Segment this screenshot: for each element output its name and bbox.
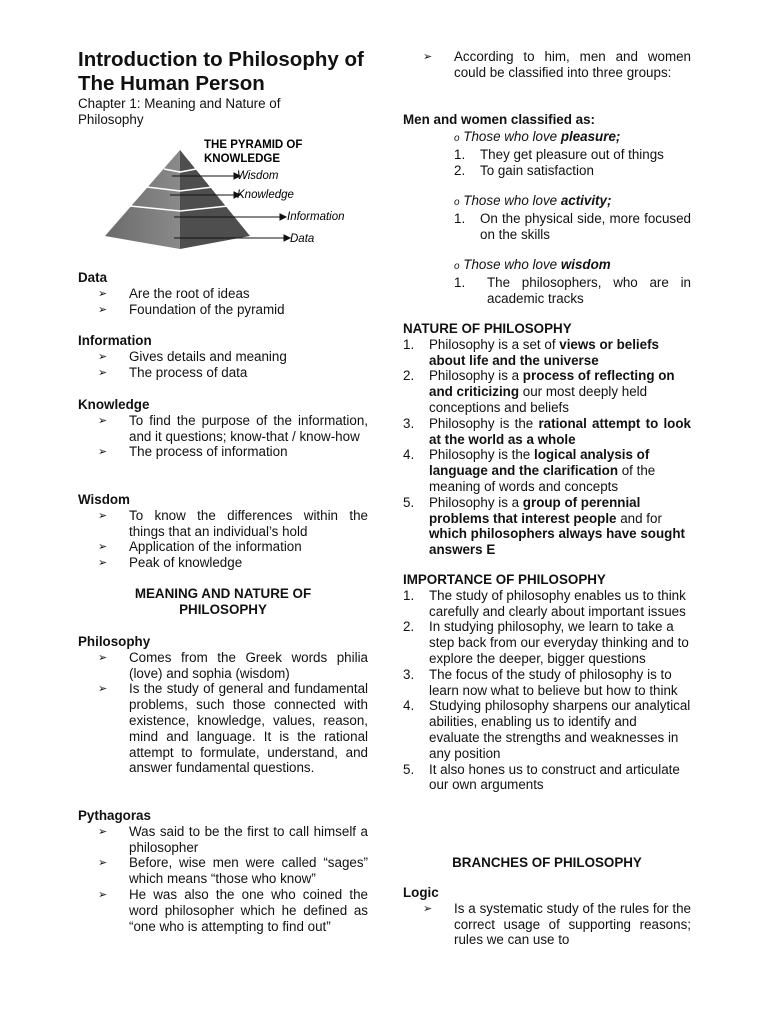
list-item: 2. In studying philosophy, we learn to take a step back from our everyday thinking and to explore the deeper, bigger questions <box>403 619 689 666</box>
list-item: ➢ To find the purpose of the information, and it questions; know-that / know-how <box>78 413 368 445</box>
list-item: ➢ Peak of knowledge <box>78 555 368 571</box>
classified-heading: Men and women classified as: <box>403 112 595 127</box>
list-item: 4. Studying philosophy sharpens our analytical abilities, enabling us to identify and evaluate the strengths and weaknesses in any position <box>403 698 691 761</box>
list-item: 1. Philosophy is a set of views or beliefs about life and the universe <box>403 336 659 368</box>
circle-bullet: o <box>454 261 460 272</box>
group-keyword: activity; <box>560 193 612 208</box>
heading-line: MEANING AND NATURE OF <box>134 586 312 601</box>
pythagoras-section <box>78 808 368 934</box>
logic-section <box>403 885 691 948</box>
list-item: 1. The study of philosophy enables us to think carefully and clearly about important issues <box>403 587 686 619</box>
section-heading: Philosophy <box>78 634 151 649</box>
list-item: ➢ The process of information <box>78 444 368 460</box>
list-item: 2. To gain satisfaction <box>454 162 594 178</box>
wisdom-section <box>78 492 368 571</box>
branches-heading: BRANCHES OF PHILOSOPHY <box>452 855 642 870</box>
intro-list <box>403 49 691 81</box>
section-heading: Knowledge <box>78 397 150 412</box>
group-prefix: Those who love <box>463 129 561 144</box>
information-section <box>78 333 368 380</box>
list-item: ➢ Before, wise men were called “sages” which means “those who know” <box>78 855 368 887</box>
list-item: 5. It also hones us to construct and articulate our own arguments <box>403 761 680 793</box>
pyramid-label-data: Data <box>290 233 315 245</box>
list-item: ➢ The process of data <box>78 365 368 381</box>
chapter-subtitle: Chapter 1: Meaning and Nature of Philosophy <box>78 96 281 127</box>
pyramid-heading-line1: THE PYRAMID OF <box>204 139 303 151</box>
list-item: ➢ Was said to be the first to call himself a philosopher <box>78 824 368 856</box>
pyramid-label-information: Information <box>287 211 345 223</box>
pyramid-label-knowledge: Knowledge <box>237 189 294 201</box>
section-heading: NATURE OF PHILOSOPHY <box>403 321 572 336</box>
section-heading: Information <box>78 333 152 348</box>
pyramid-label-wisdom: Wisdom <box>237 170 279 182</box>
list-item: ➢ According to him, men and women could be classified into three groups: <box>403 49 691 81</box>
list-item: ➢ Is a systematic study of the rules for the correct usage of supporting reasons; rules we can use to <box>403 901 691 948</box>
list-item: ➢ Application of the information <box>78 539 368 555</box>
list-item: ➢ Comes from the Greek words philia (love) and sophia (wisdom) <box>78 650 368 682</box>
list-item: ➢ Gives details and meaning <box>78 349 368 365</box>
list-item: 1. The philosophers, who are in academic tracks <box>454 274 691 306</box>
group-prefix: Those who love <box>463 193 561 208</box>
group-wisdom <box>454 257 691 306</box>
importance-section <box>403 572 691 793</box>
list-item: 1. They get pleasure out of things <box>454 146 664 162</box>
pyramid-diagram <box>100 132 360 254</box>
pyramid-left-face <box>105 150 180 249</box>
knowledge-section <box>78 397 368 460</box>
group-keyword: pleasure; <box>560 129 621 144</box>
group-pleasure <box>454 129 691 178</box>
philosophy-section <box>78 634 368 776</box>
list-item: 4. Philosophy is the logical analysis of language and the clarification of the meaning of words and concepts <box>403 447 656 494</box>
list-item: ➢ To know the differences within the things that an individual’s hold <box>78 508 368 540</box>
meaning-nature-heading <box>78 586 368 618</box>
list-item: 3. The focus of the study of philosophy is to learn now what to believe but how to think <box>403 666 678 698</box>
list-item: ➢ Are the root of ideas <box>78 286 368 302</box>
group-activity <box>454 193 691 242</box>
list-item: 1. On the physical side, more focused on the skills <box>454 210 691 242</box>
list-item: 5. Philosophy is a group of perennial problems that interest people and for which philosophers always have sought answers E <box>403 494 685 558</box>
list-item: 2. Philosophy is a process of reflecting on and criticizing our most deeply held conceptions and beliefs <box>403 368 675 415</box>
circle-bullet: o <box>454 197 460 208</box>
section-heading: IMPORTANCE OF PHILOSOPHY <box>403 572 606 587</box>
group-title <box>454 257 691 275</box>
list-item: ➢ Is the study of general and fundamental problems, such those connected with existence, knowledge, values, reason, mind and language. It is the rational attempt to formulate, understand, and answer fundamental questions. <box>78 681 368 776</box>
document-title: Introduction to Philosophy of The Human Person <box>78 48 364 95</box>
group-keyword: wisdom <box>560 257 611 272</box>
group-prefix: Those who love <box>463 257 561 272</box>
section-heading: Logic <box>403 885 439 900</box>
nature-section <box>403 321 691 558</box>
section-heading: Wisdom <box>78 492 130 507</box>
list-item: ➢ Foundation of the pyramid <box>78 302 368 318</box>
pyramid-heading-line2: KNOWLEDGE <box>204 153 281 165</box>
arrow-head <box>280 214 286 220</box>
section-heading: Pythagoras <box>78 808 151 823</box>
section-heading: Data <box>78 270 108 285</box>
data-section <box>78 270 368 317</box>
group-title <box>454 193 691 211</box>
list-item: 3. Philosophy is the rational attempt to look at the world as a whole <box>403 415 691 447</box>
heading-line: PHILOSOPHY <box>179 601 267 617</box>
group-title <box>454 129 691 147</box>
list-item: ➢ He was also the one who coined the word philosopher which he defined as “one who is attempting to find out” <box>78 887 368 934</box>
circle-bullet: o <box>454 133 460 144</box>
